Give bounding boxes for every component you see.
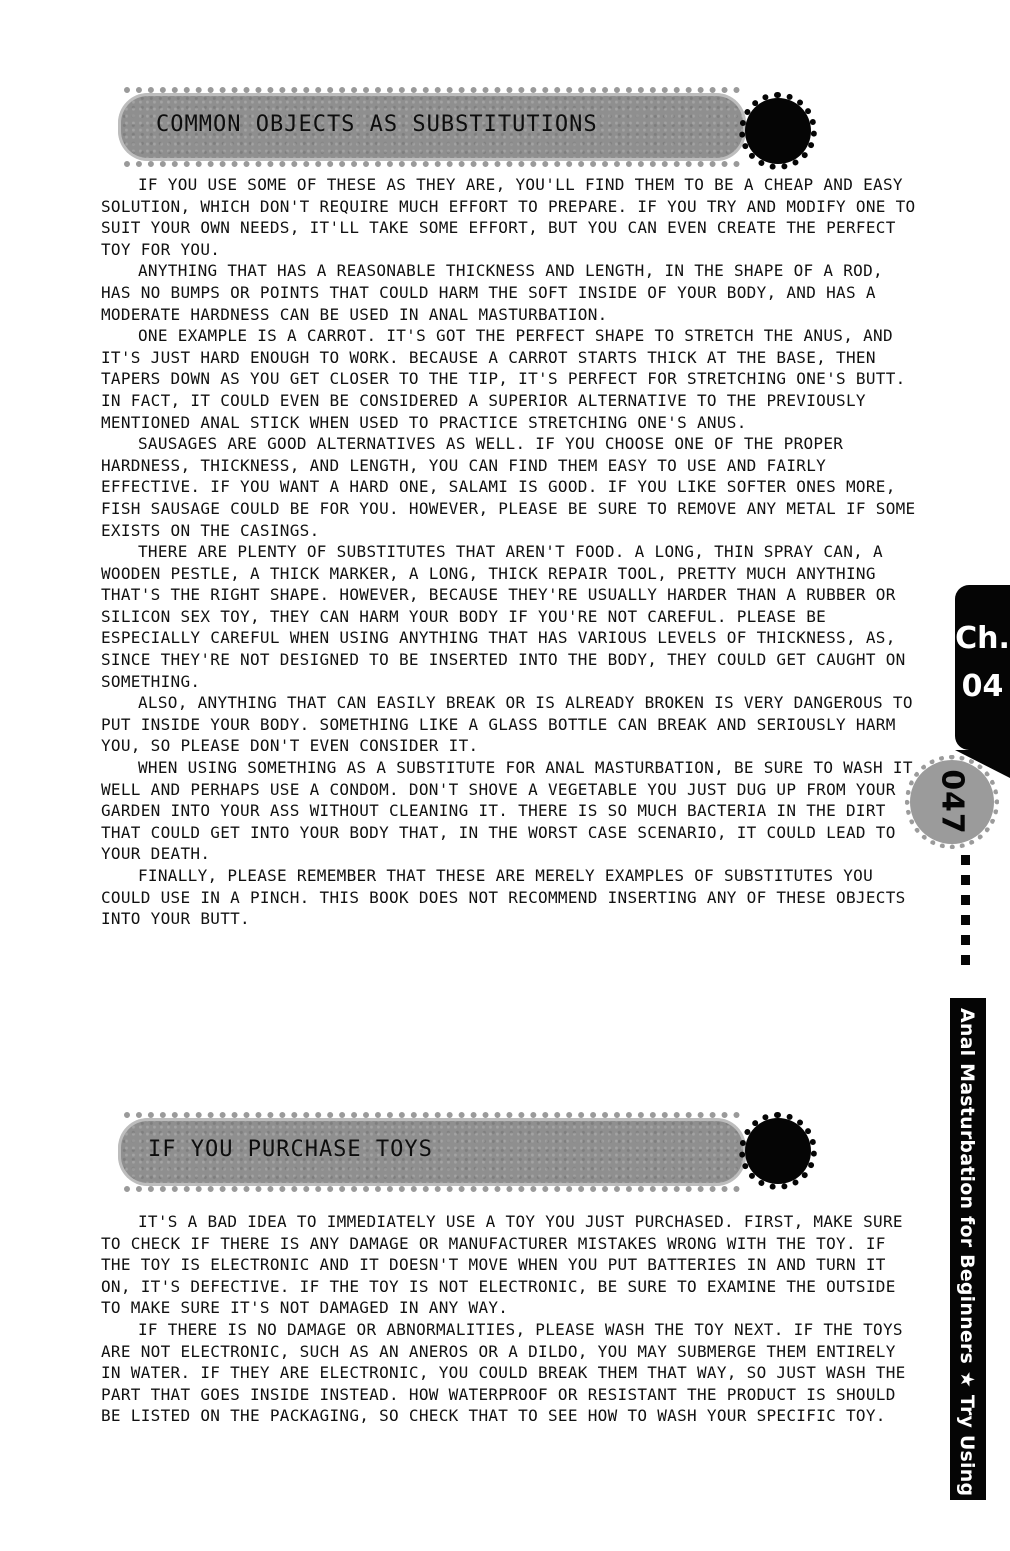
heading-seal-icon [745, 1118, 811, 1184]
paragraph: IF THERE IS NO DAMAGE OR ABNORMALITIES, PLEASE WASH THE TOY NEXT. IF THE TOYS ARE NOT ELECTRONIC, SUCH AS AN ANEROS OR A DILDO, YOU MAY SUBMERGE THEM ENTIRELY IN WATER. IF THEY ARE ELECTRONIC, YOU COULD BREAK THEM THAT WAY, SO JUST WASH THE PART THAT GOES INSIDE INSTEAD. HOW WATERPROOF OR RESISTANT THE PRODUCT IS SHOULD BE LISTED ON THE PACKAGING, SO CHECK THAT TO SEE HOW TO WASH YOUR SPECIFIC TOY. [101, 1319, 906, 1426]
paragraph: WHEN USING SOMETHING AS A SUBSTITUTE FOR ANAL MASTURBATION, BE SURE TO WASH IT WELL AND PERHAPS USE A CONDOM. DON'T SHOVE A VEGETABLE YOU JUST DUG UP FROM YOUR GARDEN INTO YOUR ASS WITHOUT CLEANING IT. THERE IS SO MUCH BACTERIA IN THE DIRT THAT COULD GET INTO YOUR BODY THAT, IN THE WORST CASE SCENARIO, IT COULD LEAD TO YOUR DEATH. [101, 758, 913, 864]
dotted-divider [961, 855, 971, 975]
page-number-badge [910, 760, 994, 844]
running-title: Anal Masturbation for Beginners ★ Try Using Toys [956, 1008, 978, 1551]
section-title: COMMON OBJECTS AS SUBSTITUTIONS [156, 112, 598, 137]
paragraph: IF YOU USE SOME OF THESE AS THEY ARE, YOU'LL FIND THEM TO BE A CHEAP AND EASY SOLUTION, WHICH DON'T REQUIRE MUCH EFFORT TO PREPARE. IF YOU TRY AND MODIFY ONE TO SUIT YOUR OWN NEEDS, IT'LL TAKE SOME EFFORT, BUT YOU CAN EVEN CREATE THE PERFECT TOY FOR YOU. [101, 175, 916, 259]
paragraph: IT'S A BAD IDEA TO IMMEDIATELY USE A TOY YOU JUST PURCHASED. FIRST, MAKE SURE TO CHECK IF THERE IS ANY DAMAGE OR MANUFACTURER MISTAKES WRONG WITH THE TOY. IF THE TOY IS ELECTRONIC AND IT DOESN'T MOVE WHEN YOU PUT BATTERIES IN AND TURN IT ON, IT'S DEFECTIVE. IF THE TOY IS NOT ELECTRONIC, BE SURE TO EXAMINE THE OUTSIDE TO MAKE SURE IT'S NOT DAMAGED IN ANY WAY. [101, 1212, 903, 1318]
paragraph: ONE EXAMPLE IS A CARROT. IT'S GOT THE PERFECT SHAPE TO STRETCH THE ANUS, AND IT'S JUST HARD ENOUGH TO WORK. BECAUSE A CARROT STARTS THICK AT THE BASE, THEN TAPERS DOWN AS YOU GET CLOSER TO THE TIP, IT'S PERFECT FOR STRETCHING ONE'S BUTT. IN FACT, IT COULD EVEN BE CONSIDERED A SUPERIOR ALTERNATIVE TO THE PREVIOUSLY MENTIONED ANAL STICK WHEN USED TO PRACTICE STRETCHING ONE'S ANUS. [101, 326, 906, 432]
section-heading-banner [118, 93, 746, 161]
paragraph: ANYTHING THAT HAS A REASONABLE THICKNESS AND LENGTH, IN THE SHAPE OF A ROD, HAS NO BUMPS OR POINTS THAT COULD HARM THE SOFT INSIDE OF YOUR BODY, AND HAS A MODERATE HARDNESS CAN BE USED IN ANAL MASTURBATION. [101, 261, 883, 324]
page-number: 047 [934, 769, 970, 835]
chapter-tab [955, 585, 1010, 750]
paragraph: THERE ARE PLENTY OF SUBSTITUTES THAT AREN'T FOOD. A LONG, THIN SPRAY CAN, A WOODEN PESTLE, A THICK MARKER, A LONG, THICK REPAIR TOOL, PRETTY MUCH ANYTHING THAT'S THE RIGHT SHAPE. HOWEVER, BECAUSE THEY'RE USUALLY HARDER THAN A RUBBER OR SILICON SEX TOY, THEY CAN HARM YOUR BODY IF YOU'RE NOT CAREFUL. PLEASE BE ESPECIALLY CAREFUL WHEN USING ANYTHING THAT HAS VARIOUS LEVELS OF THICKNESS, AS, SINCE THEY'RE NOT DESIGNED TO BE INSERTED INTO THE BODY, THEY COULD GET CAUGHT ON SOMETHING. [101, 542, 906, 691]
section-body [101, 174, 916, 930]
heading-seal-icon [745, 98, 811, 164]
paragraph: FINALLY, PLEASE REMEMBER THAT THESE ARE MERELY EXAMPLES OF SUBSTITUTES YOU COULD USE IN A PINCH. THIS BOOK DOES NOT RECOMMEND INSERTING ANY OF THESE OBJECTS INTO YOUR BUTT. [101, 866, 906, 929]
paragraph: ALSO, ANYTHING THAT CAN EASILY BREAK OR IS ALREADY BROKEN IS VERY DANGEROUS TO PUT INSIDE YOUR BODY. SOMETHING LIKE A GLASS BOTTLE CAN BREAK AND SERIOUSLY HARM YOU, SO PLEASE DON'T EVEN CONSIDER IT. [101, 693, 913, 756]
paragraph: SAUSAGES ARE GOOD ALTERNATIVES AS WELL. IF YOU CHOOSE ONE OF THE PROPER HARDNESS, THICKNESS, AND LENGTH, YOU CAN FIND THEM EASY TO USE AND FAIRLY EFFECTIVE. IF YOU WANT A HARD ONE, SALAMI IS GOOD. IF YOU LIKE SOFTER ONES MORE, FISH SAUSAGE COULD BE FOR YOU. HOWEVER, PLEASE BE SURE TO REMOVE ANY METAL IF SOME EXISTS ON THE CASINGS. [101, 434, 916, 540]
section-heading-banner [118, 1118, 746, 1186]
running-title-bar [950, 998, 986, 1551]
chapter-number: 04 [961, 669, 1004, 704]
section-title: IF YOU PURCHASE TOYS [148, 1137, 433, 1162]
section-body [101, 1211, 916, 1427]
chapter-label: Ch. [955, 621, 1010, 656]
